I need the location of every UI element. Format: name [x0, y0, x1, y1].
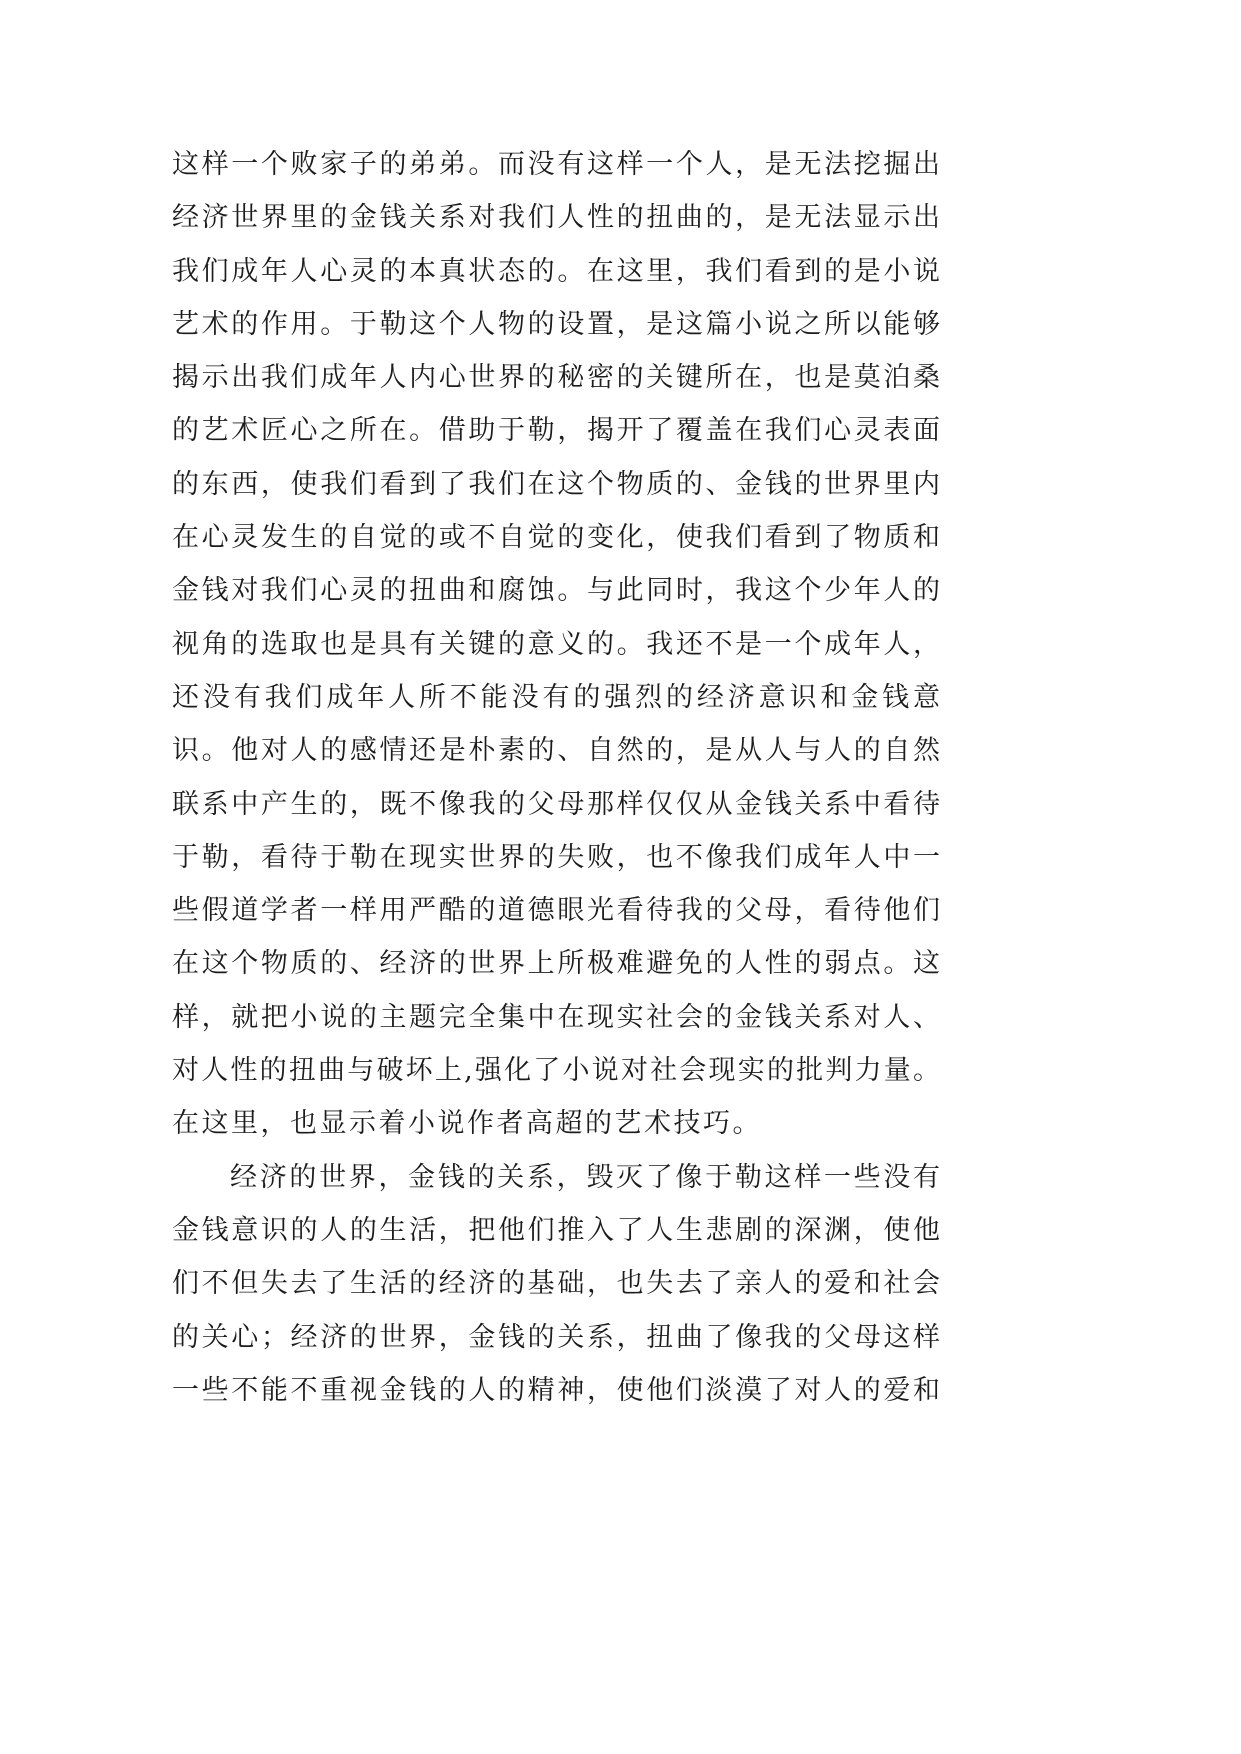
text-line: 于勒，看待于勒在现实世界的失败，也不像我们成年人中一: [172, 841, 940, 873]
text-line: 艺术的作用。于勒这个人物的设置，是这篇小说之所以能够: [172, 308, 940, 340]
text-line: 联系中产生的，既不像我的父母那样仅仅从金钱关系中看待: [172, 788, 940, 820]
paragraph-2: [172, 1151, 940, 1417]
text-line: 的艺术匠心之所在。借助于勒，揭开了覆盖在我们心灵表面: [172, 415, 940, 447]
text-line: 揭示出我们成年人内心世界的秘密的关键所在，也是莫泊桑: [172, 362, 940, 394]
text-line: 对人性的扭曲与破坏上,强化了小说对社会现实的批判力量。: [172, 1055, 940, 1087]
text-line: 这样一个败家子的弟弟。而没有这样一个人，是无法挖掘出: [172, 149, 940, 180]
text-line: 些假道学者一样用严酷的道德眼光看待我的父母，看待他们: [172, 895, 940, 927]
text-line: 样，就把小说的主题完全集中在现实社会的金钱关系对人、: [172, 1001, 940, 1033]
text-line: 经济世界里的金钱关系对我们人性的扭曲的，是无法显示出: [172, 202, 940, 234]
text-line: 我们成年人心灵的本真状态的。在这里，我们看到的是小说: [172, 255, 940, 287]
text-line: 一些不能不重视金钱的人的精神，使他们淡漠了对人的爱和: [172, 1374, 940, 1406]
text-line: 还没有我们成年人所不能没有的强烈的经济意识和金钱意: [172, 681, 940, 713]
body-text: [172, 138, 940, 1417]
text-line: 在心灵发生的自觉的或不自觉的变化，使我们看到了物质和: [172, 522, 940, 554]
text-line: 在这个物质的、经济的世界上所极难避免的人性的弱点。这: [172, 948, 940, 980]
text-line: 识。他对人的感情还是朴素的、自然的，是从人与人的自然: [172, 735, 940, 767]
text-line: 的东西，使我们看到了我们在这个物质的、金钱的世界里内: [172, 468, 940, 500]
text-line: 们不但失去了生活的经济的基础，也失去了亲人的爱和社会: [172, 1268, 940, 1300]
text-line-paragraph-end: 在这里，也显示着小说作者高超的艺术技巧。: [172, 1108, 762, 1140]
text-line: 金钱对我们心灵的扭曲和腐蚀。与此同时，我这个少年人的: [172, 575, 940, 607]
text-line: 金钱意识的人的生活，把他们推入了人生悲剧的深渊，使他: [172, 1214, 940, 1246]
text-line: 的关心；经济的世界，金钱的关系，扭曲了像我的父母这样: [172, 1321, 940, 1353]
text-line-indented: 经济的世界，金钱的关系，毁灭了像于勒这样一些没有: [230, 1161, 940, 1193]
text-line: 视角的选取也是具有关键的意义的。我还不是一个成年人，: [172, 628, 940, 660]
paragraph-1: [172, 138, 940, 1151]
